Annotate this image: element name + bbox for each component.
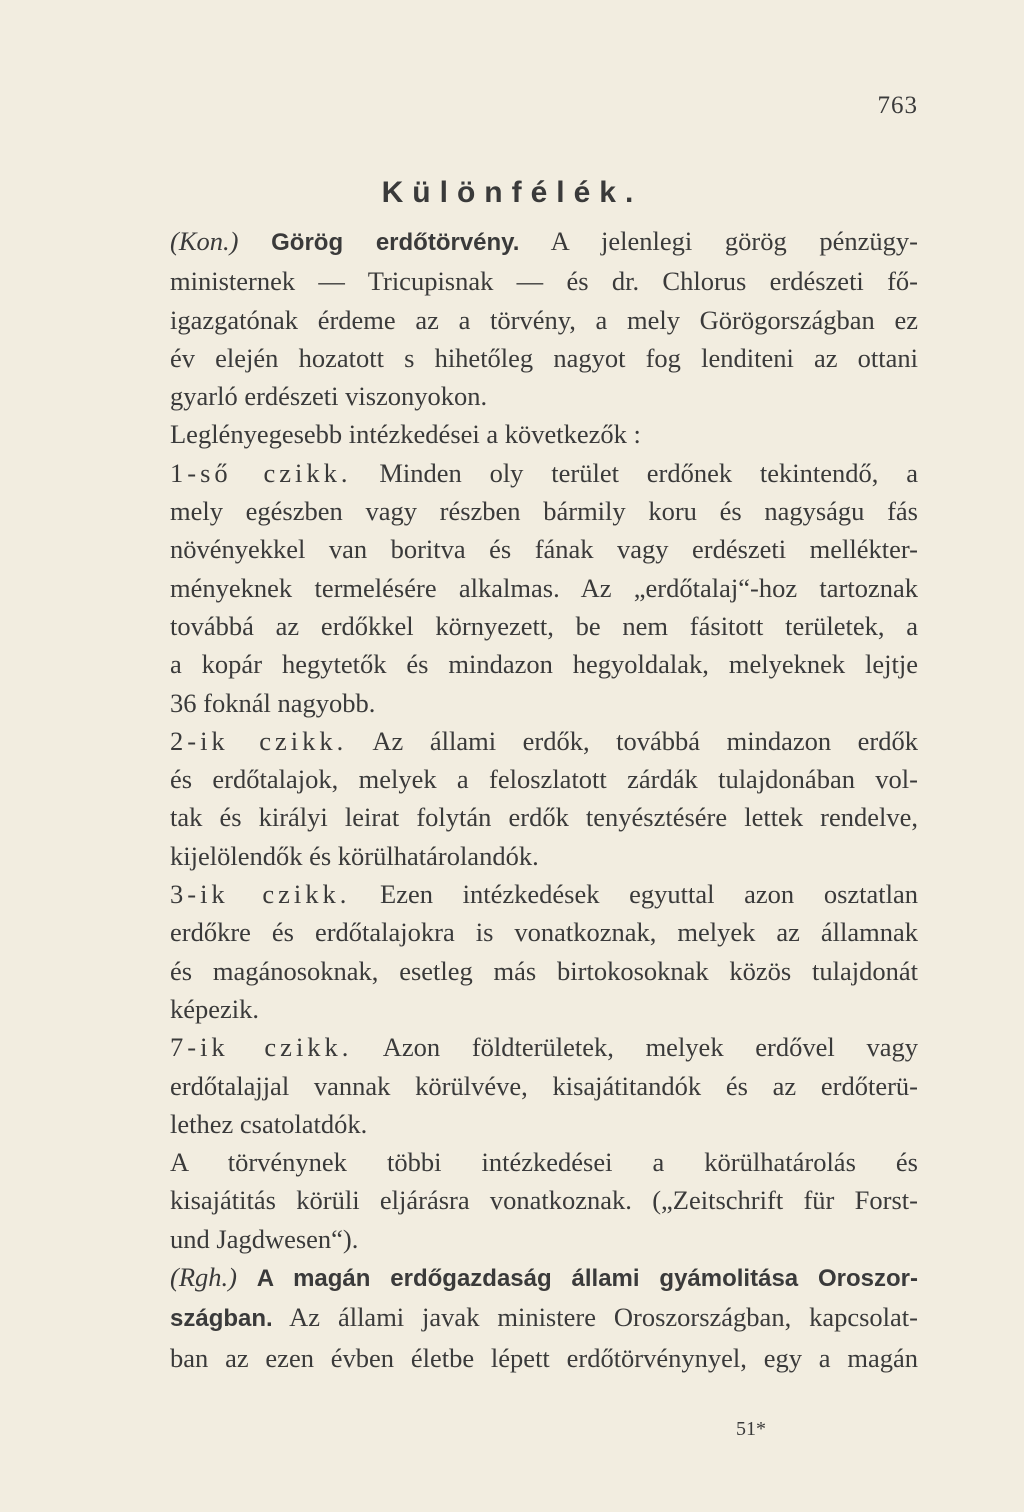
paragraph-greek-forest-law: (Kon.) Görög erdőtörvény. A jelenlegi görög pénzügy- ministernek — Tricupisnak — és dr. Chlorus erdészeti fő- igazgatónak érdeme az a törvény, a mely Görögországban ez év elején hozatott s hihetőleg nagyot fog lenditeni az ottani gyarló erdészeti viszonyokon.: [170, 226, 918, 412]
paragraph-article-2: 2-ik czikk. Az állami erdők, továbbá mindazon erdők és erdőtalajok, melyek a feloszlatott zárdák tulajdonában vol- tak és királyi leirat folytán erdők tenyésztésére lettek rendelve, kijelölendők és körülhatárolandók.: [170, 725, 918, 871]
section-heading: Különfélék.: [381, 176, 643, 209]
paragraph-article-1: 1-ső czikk. Minden oly terület erdőnek tekintendő, a mely egészben vagy részben bármily koru és nagyságu fás növényekkel van boritva és fának vagy erdészeti mellékter- ményeknek termelésére alkalmas. Az „erdőtalaj“-hoz tartoznak továbbá az erdőkkel környezett, be nem fásitott területek, a a kopár hegytetők és mindazon hegyoldalak, melyeknek lejtje 36 foknál nagyobb.: [170, 457, 919, 718]
article-label: 7-ik czikk.: [170, 1032, 353, 1063]
paragraph-russian-forestry: (Rgh.) A magán erdőgazdaság állami gyámolitása Oroszor- szágban. Az állami javak ministere Oroszországban, kapcsolat- ban az ezen évben életbe lépett erdőtörvénynyel, egy a magán: [170, 1262, 918, 1373]
article-label: 3-ik czikk.: [170, 879, 351, 910]
signature-mark: 51*: [736, 1418, 766, 1440]
paragraph-provisions-intro: Leglényegesebb intézkedései a következők :: [170, 419, 641, 450]
article-label: 2-ik czikk.: [170, 725, 348, 756]
paragraph-article-7: 7-ik czikk. Azon földterületek, melyek erdővel vagy erdőtalajjal vannak körülvéve, kisajátitandók és az erdőterü- lethez csatolatdók.: [170, 1032, 918, 1139]
article-label: 1-ső czikk.: [170, 457, 352, 488]
paragraph-article-3: 3-ik czikk. Ezen intézkedések egyuttal azon osztatlan erdőkre és erdőtalajokra is vonatkoznak, melyek az államnak és magánosoknak, esetleg más birtokosoknak közös tulajdonát képezik.: [170, 879, 919, 1024]
article-title-cont: szágban.: [170, 1305, 273, 1333]
paragraph-other-provisions: A törvénynek többi intézkedései a körülhatárolás és kisajátitás körüli eljárásra vonatkoznak. („Zeitschrift für Forst- und Jagdwesen“).: [170, 1147, 918, 1254]
page-number: 763: [877, 92, 918, 119]
article-title: Görög erdőtörvény.: [271, 229, 520, 256]
author-abbrev: (Kon.): [170, 226, 239, 256]
article-title: A magán erdőgazdaság állami gyámolitása Oroszor-: [256, 1265, 918, 1293]
article-body: [104, 222, 918, 1377]
author-abbrev: (Rgh.): [170, 1262, 237, 1293]
